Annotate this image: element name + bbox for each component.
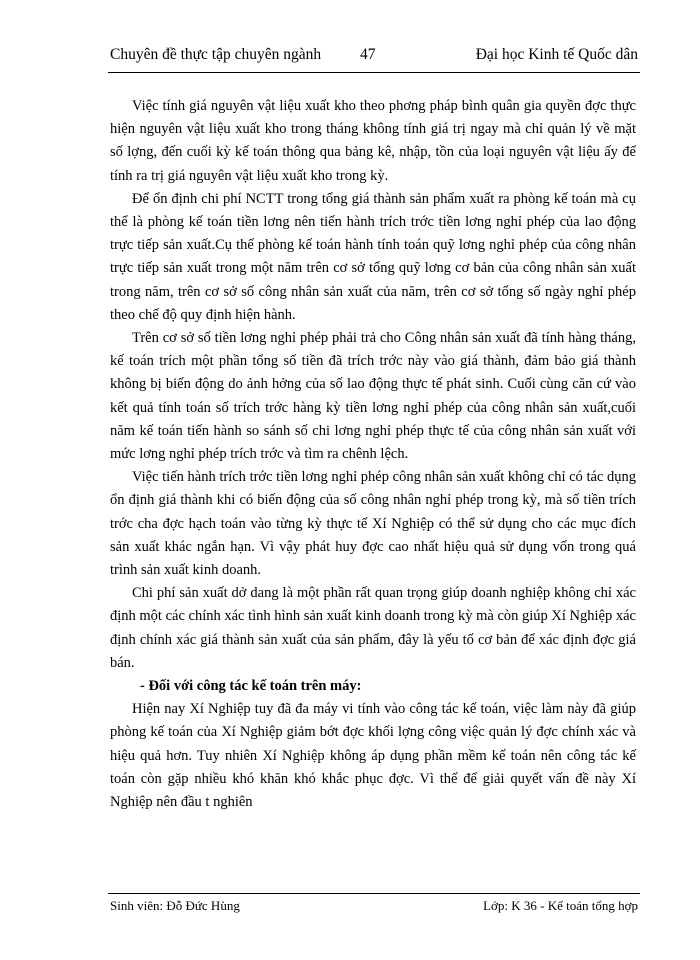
document-body [110, 95, 636, 814]
section-heading: - Đối với công tác kế toán trên máy: [140, 678, 362, 695]
paragraph: Việc tiến hành trích trớc tiền lơng nghỉ phép công nhân sản xuất không chỉ có tác dụng ổn định giá thành khi có biến động của số công nhân nghỉ phép trong kỳ, mà số tiền trích trớc cha đợc hạch toán vào từng kỳ thực tế Xí Nghiệp có thể sử dụng cho các mục đích sản xuất khác ngắn hạn. Vì vậy phát huy đợc cao nhất hiệu quả sử dụng vốn trong quá trình sản xuất kinh doanh. [110, 469, 636, 579]
document-title: Chuyên đề thực tập chuyên ngành [110, 46, 322, 63]
paragraph: Trên cơ sở số tiền lơng nghỉ phép phải trả cho Công nhân sản xuất đã tính hàng tháng, kế toán trích một phần tổng số tiền đã trích trớc này vào giá thành, đảm bảo giá thành không bị biến động do ảnh hởng của số lao động thực tế phát sinh. Cuối cùng căn cứ vào kết quả tính toán số trích trớc hàng kỳ tiền lơng nghỉ phép của công nhân sản xuất,cuối năm kế toán tiến hành so sánh số chi lơng nghỉ phép thực tế của công nhân sản xuất với mức lơng nghỉ phép trích trớc và tìm ra chênh lệch. [110, 330, 636, 463]
paragraph: Chi phí sản xuất dở dang là một phần rất quan trọng giúp doanh nghiệp không chỉ xác định một các chính xác tình hình sản xuất kinh doanh trong kỳ mà còn giúp Xí Nghiệp xác định chính xác giá thành sản xuất của sản phẩm, đây là yếu tố cơ bản để xác định đợc giá bán. [110, 585, 636, 671]
paragraph: Để ổn định chi phí NCTT trong tổng giá thành sản phẩm xuất ra phòng kế toán mà cụ thể là phòng kế toán tiền lơng nên tiến hành trích trớc tiền lơng nghỉ phép của lao động trực tiếp sản xuất.Cụ thể phòng kế toán hành tính toán quỹ lơng nghỉ phép của công nhân trực tiếp sản xuất trong một năm trên cơ sở tổng quỹ lơng cơ bản của công nhân sản xuất trong năm, trên cơ sở số công nhân sản xuất của năm, trên cơ sở tổng số ngày nghỉ phép theo chế độ quy định hiện hành. [110, 190, 636, 323]
paragraph: Hiện nay Xí Nghiệp tuy đã đa máy vi tính vào công tác kế toán, việc làm này đã giúp phòng kế toán của Xí Nghiệp giảm bớt đợc khối lợng công việc quản lý đợc chính xác và hiệu quả hơn. Tuy nhiên Xí Nghiệp không áp dụng phần mềm kế toán nên công tác kế toán còn gặp nhiều khó khăn khó khắc phục đợc. Vì thế để giải quyết vấn đề này Xí Nghiệp nên đầu t nghiên [110, 701, 636, 811]
page-number: 47 [360, 46, 376, 63]
student-name: Sinh viên: Đỗ Đức Hùng [110, 898, 240, 913]
paragraph: Việc tính giá nguyên vật liệu xuất kho theo phơng pháp bình quân gia quyền đợc thực hiện nguyên vật liệu xuất kho trong tháng không tính giá trị ngay mà chỉ quản lý về mặt số lợng, đến cuối kỳ kế toán thông qua bảng kê, nhập, tồn của loại nguyên vật liệu ấy để tính ra trị giá nguyên vật liệu xuất kho trong kỳ. [110, 98, 636, 184]
footer-divider [108, 893, 640, 894]
class-name: Lớp: K 36 - Kế toán tổng hợp [483, 898, 638, 913]
university-name: Đại học Kinh tế Quốc dân [475, 46, 638, 63]
page-header [110, 46, 638, 68]
header-divider [108, 72, 640, 73]
